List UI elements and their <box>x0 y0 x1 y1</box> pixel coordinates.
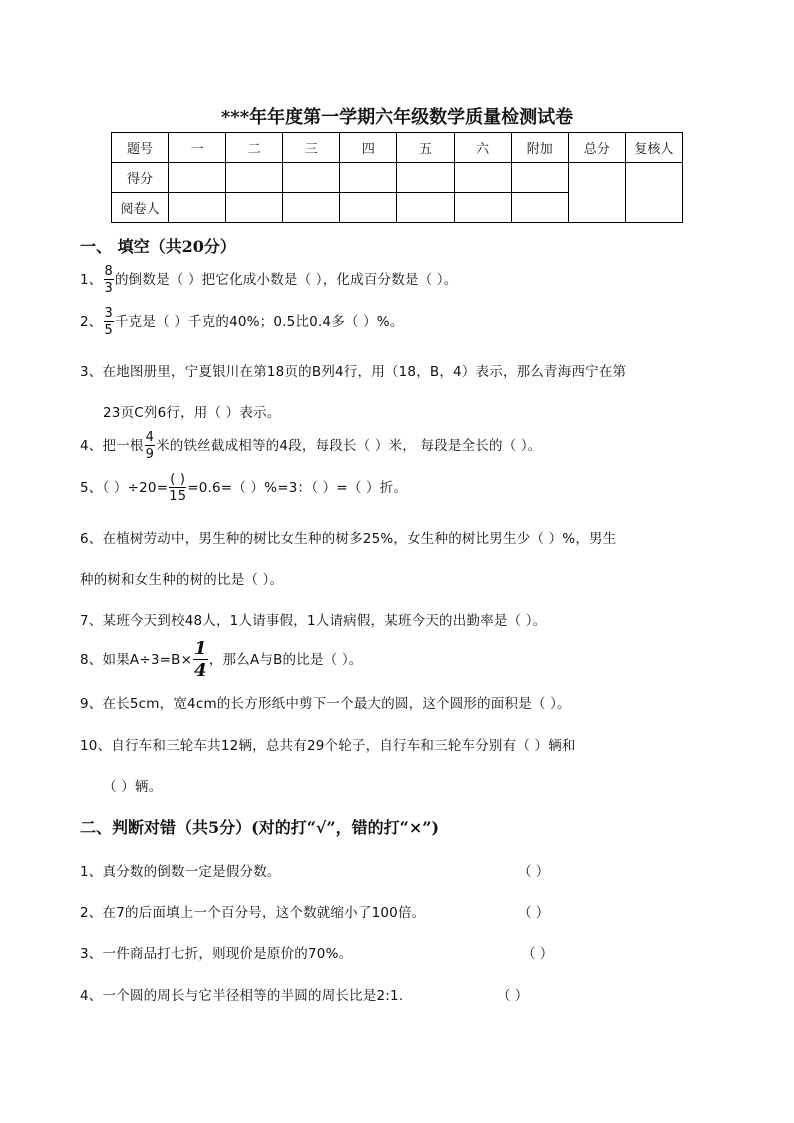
score-table-header-row <box>112 133 683 163</box>
fraction-numerator: ( ) <box>170 472 186 487</box>
reviewer-sign-cell[interactable] <box>397 193 454 223</box>
reviewer-sign-cell[interactable] <box>283 193 340 223</box>
question-2 <box>80 307 404 337</box>
fraction-denominator: 3 <box>104 281 113 296</box>
reviewer-sign-cell[interactable] <box>169 193 226 223</box>
question-8 <box>80 640 362 680</box>
fraction <box>145 431 155 461</box>
page-title: ***年年度第一学期六年级数学质量检测试卷 <box>220 107 574 128</box>
row-label-score: 得分 <box>112 163 169 193</box>
header-cell-4: 四 <box>340 133 397 163</box>
fraction-numerator: 3 <box>104 306 113 321</box>
fraction <box>193 640 208 680</box>
score-cell[interactable] <box>511 163 568 193</box>
reviewer-sign-cell[interactable] <box>226 193 283 223</box>
total-cell[interactable] <box>568 163 625 223</box>
fraction-numerator: 1 <box>194 638 207 659</box>
reviewer-sign-cell[interactable] <box>340 193 397 223</box>
q1-number: 1、 <box>80 272 103 288</box>
answer-paren[interactable]: （ ） <box>522 946 554 962</box>
fraction-numerator: 8 <box>104 264 113 279</box>
question-3-line1: 3、在地图册里，宁夏银川在第18页的B列4行，用（18，B，4）表示，那么青海西宁在第 <box>80 364 627 380</box>
question-1 <box>80 265 457 295</box>
section1-heading: 一、 填空（共20分） <box>80 237 236 256</box>
fraction <box>169 473 186 503</box>
score-table <box>111 132 683 223</box>
header-cell-label: 题号 <box>112 133 169 163</box>
question-3-line2: 23页C列6行，用（ ）表示。 <box>103 405 281 421</box>
header-cell-5: 五 <box>397 133 454 163</box>
q1-text: 的倒数是（ ）把它化成小数是（ ），化成百分数是（ ）。 <box>114 272 458 288</box>
fraction-denominator: 15 <box>169 489 187 504</box>
header-cell-6: 六 <box>454 133 511 163</box>
judge-item-3: 3、一件商品打七折，则现价是原价的70%。 <box>80 946 353 962</box>
judge-item-1: 1、真分数的倒数一定是假分数。 <box>80 864 281 880</box>
q8-text: ，那么A与B的比是（ ）。 <box>208 652 363 668</box>
header-cell-total: 总分 <box>568 133 625 163</box>
question-9: 9、在长5cm，宽4cm的长方形纸中剪下一个最大的圆，这个圆形的面积是（ ）。 <box>80 696 571 712</box>
question-6-line1: 6、在植树劳动中，男生种的树比女生种的树多25%，女生种的树比男生少（ ）%，男生 <box>80 531 617 547</box>
question-4 <box>80 431 542 461</box>
judge-item-2: 2、在7的后面填上一个百分号，这个数就缩小了100倍。 <box>80 905 426 921</box>
fraction-numerator: 4 <box>145 430 155 445</box>
reviewer-sign-cell[interactable] <box>454 193 511 223</box>
fraction-denominator: 4 <box>194 660 207 681</box>
q2-text: 千克是（ ）千克的40%；0.5比0.4多（ ）%。 <box>114 314 404 330</box>
header-cell-1: 一 <box>169 133 226 163</box>
score-table-score-row <box>112 163 683 193</box>
fraction <box>104 265 114 295</box>
q5-text: =0.6=（ ）%=3：（ ）=（ ）折。 <box>187 480 408 496</box>
header-cell-2: 二 <box>226 133 283 163</box>
q8-prefix: 8、如果A÷3=B× <box>80 652 193 668</box>
fraction-denominator: 5 <box>104 323 113 338</box>
q4-prefix: 4、把一根 <box>80 438 144 454</box>
fraction-denominator: 9 <box>145 447 155 462</box>
header-cell-extra: 附加 <box>511 133 568 163</box>
q2-number: 2、 <box>80 314 103 330</box>
section2-heading: 二、判断对错（共5分）(对的打“√”，错的打“×”) <box>80 818 440 837</box>
header-cell-reviewer: 复核人 <box>625 133 682 163</box>
score-cell[interactable] <box>169 163 226 193</box>
q4-text: 米的铁丝截成相等的4段，每段长（ ）米， 每段是全长的（ ）。 <box>156 438 542 454</box>
score-cell[interactable] <box>454 163 511 193</box>
reviewer-sign-cell[interactable] <box>511 193 568 223</box>
score-cell[interactable] <box>283 163 340 193</box>
q5-prefix: 5、（ ）÷20= <box>80 480 169 496</box>
fraction <box>104 307 114 337</box>
question-5 <box>80 473 407 503</box>
answer-paren[interactable]: （ ） <box>497 988 529 1004</box>
header-cell-3: 三 <box>283 133 340 163</box>
score-cell[interactable] <box>226 163 283 193</box>
question-10-line1: 10、自行车和三轮车共12辆，总共有29个轮子，自行车和三轮车分别有（ ）辆和 <box>80 738 576 754</box>
answer-paren[interactable]: （ ） <box>518 864 550 880</box>
answer-paren[interactable]: （ ） <box>518 905 550 921</box>
row-label-reviewer: 阅卷人 <box>112 193 169 223</box>
judge-item-4: 4、一个圆的周长与它半径相等的半圆的周长比是2:1. <box>80 988 404 1004</box>
score-cell[interactable] <box>397 163 454 193</box>
score-cell[interactable] <box>340 163 397 193</box>
question-10-line2: （ ）辆。 <box>103 779 163 795</box>
question-6-line2: 种的树和女生种的树的比是（ ）。 <box>80 572 284 588</box>
reviewer-cell[interactable] <box>625 163 682 223</box>
question-7: 7、某班今天到校48人，1人请事假，1人请病假，某班今天的出勤率是（ ）。 <box>80 613 547 629</box>
